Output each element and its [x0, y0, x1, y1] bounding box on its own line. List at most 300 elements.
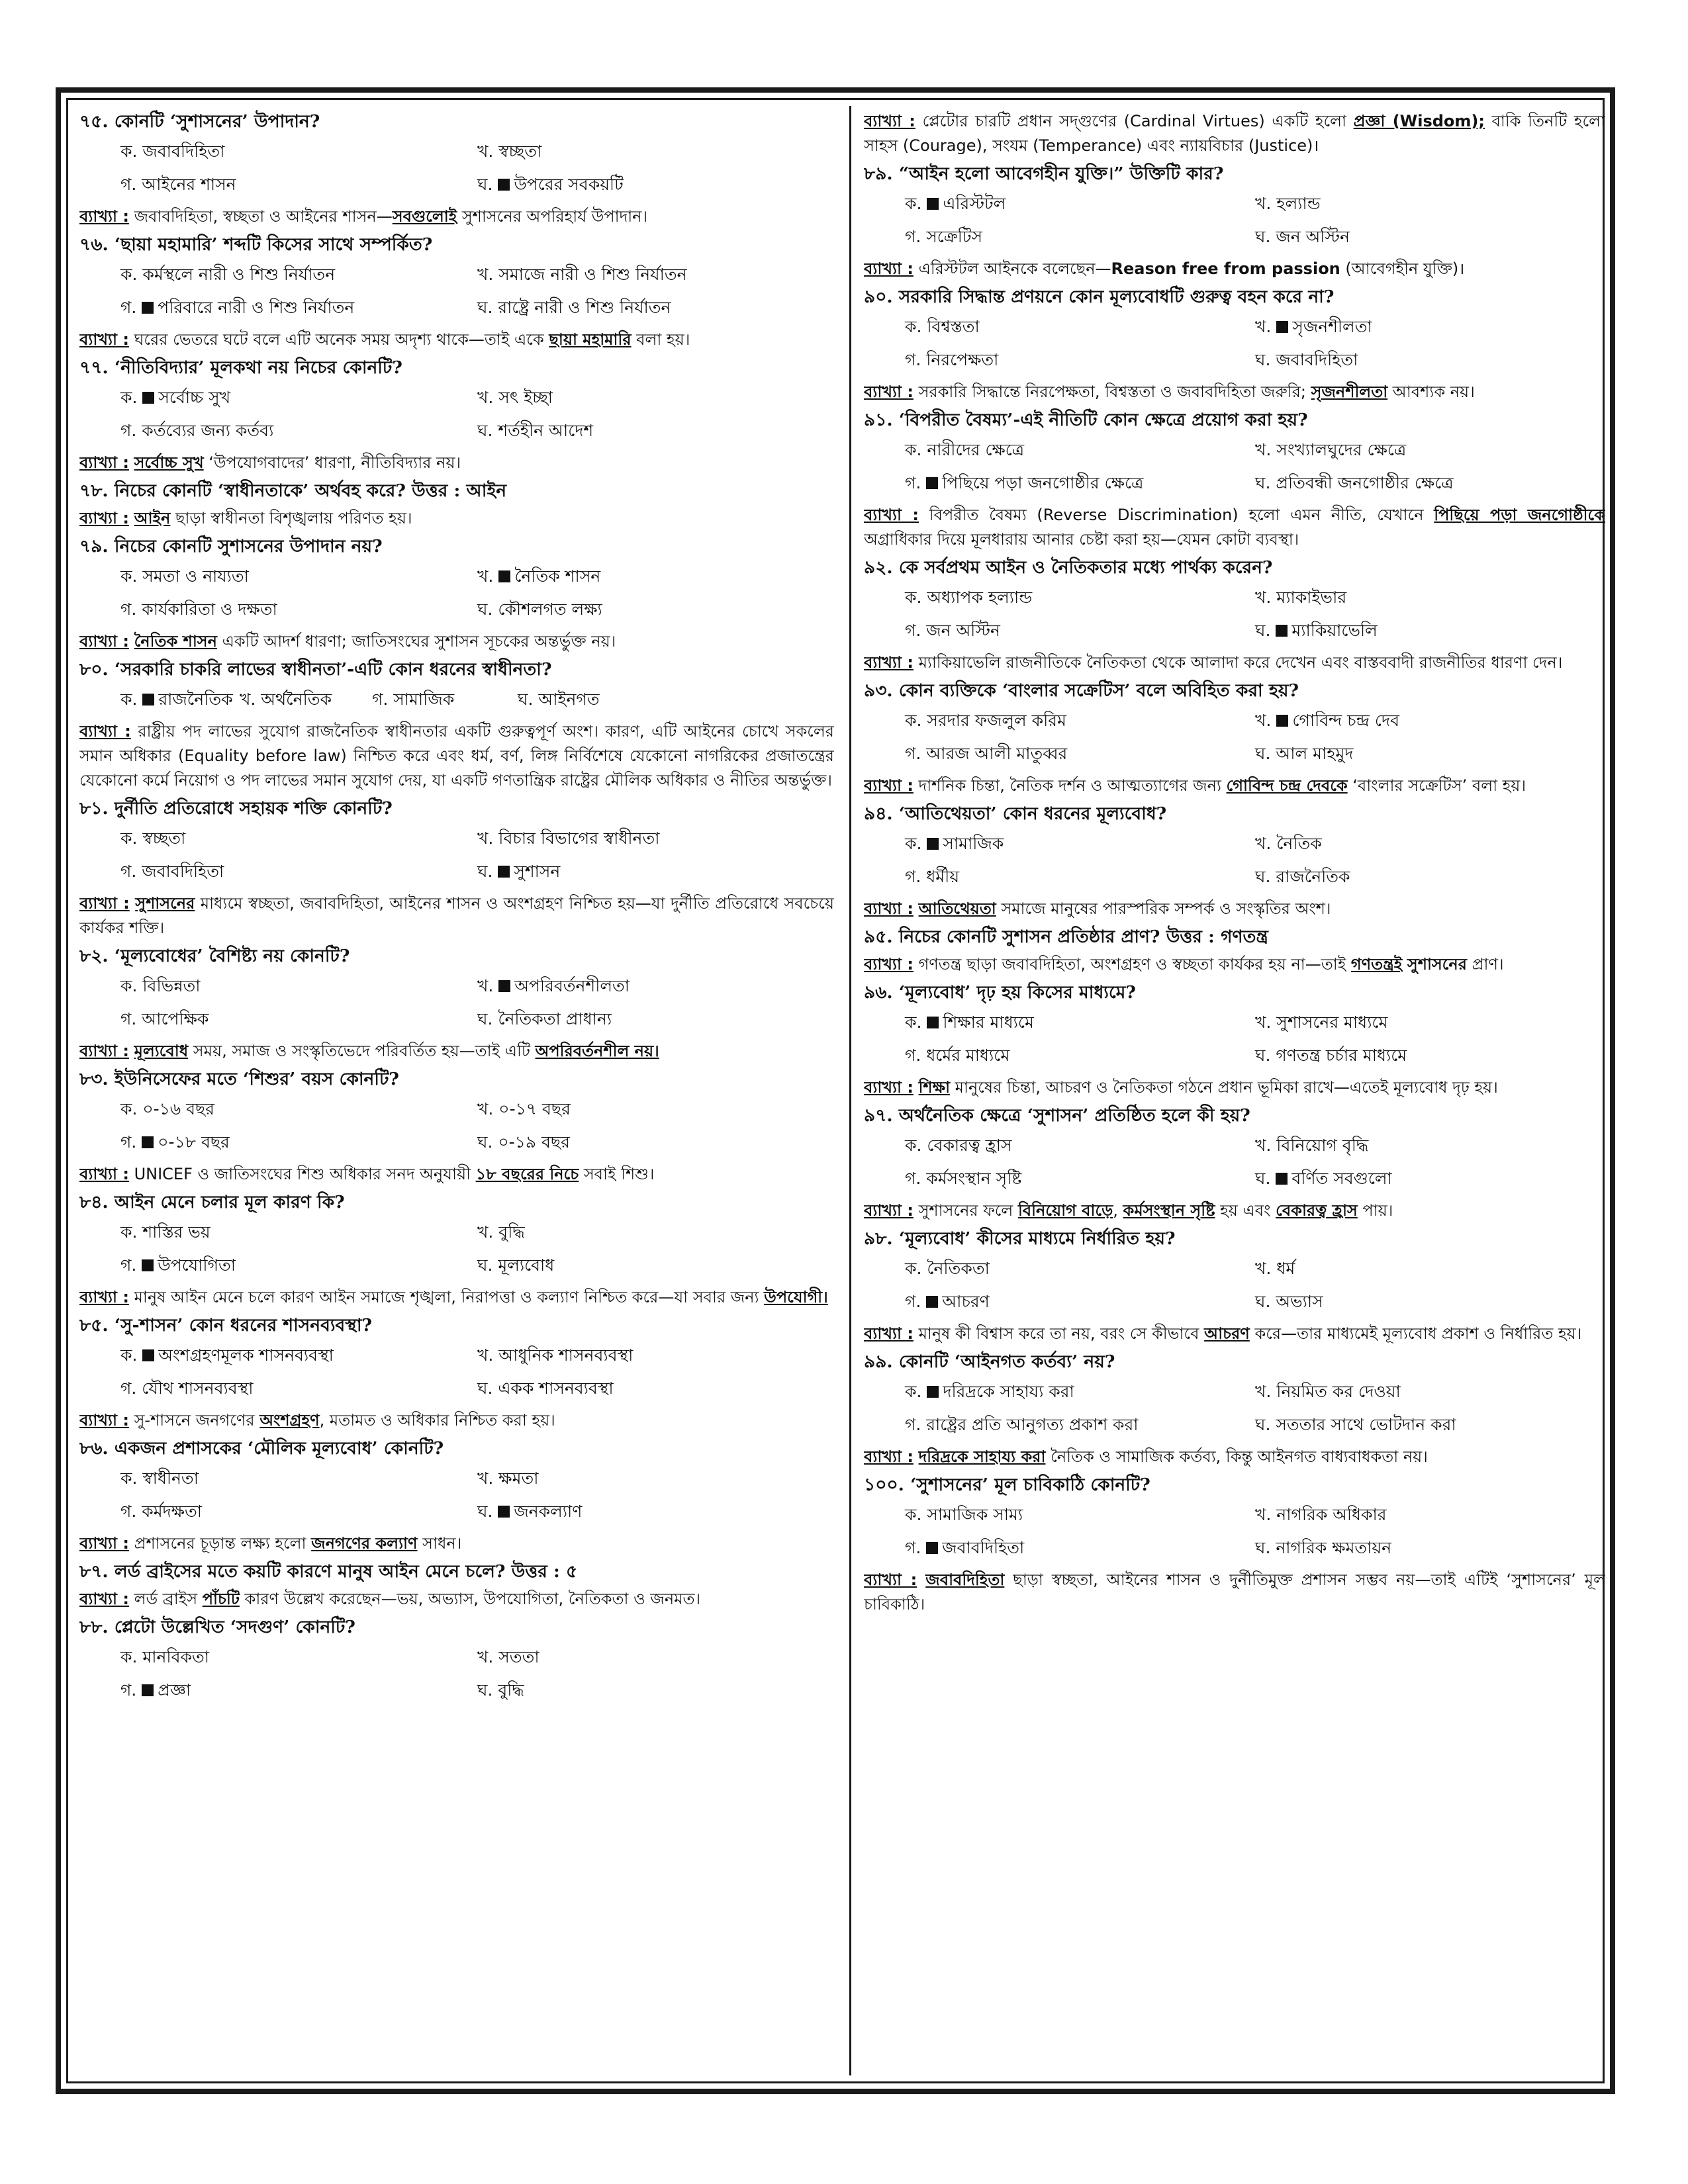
option-item[interactable]: [905, 1162, 1255, 1195]
option-item[interactable]: [477, 970, 834, 1003]
option-label: ক. বিশ্বস্ততা: [905, 317, 980, 336]
options-grid: [120, 970, 834, 1036]
highlight-term: সৃজনশীলতা: [1311, 383, 1388, 401]
option-letter: ঘ.: [1255, 1169, 1276, 1188]
option-item[interactable]: [477, 593, 834, 626]
question-stem: ৮৭. লর্ড ব্রাইসের মতে কয়টি কারণে মানুষ আইন মেনে চলে?: [79, 1561, 506, 1582]
explanation-label: ব্যাখ্যা :: [79, 1534, 129, 1553]
option-item[interactable]: [120, 258, 477, 291]
option-label: ঘ. নৈতিকতা প্রাধান্য: [477, 1009, 612, 1028]
question-stem: ৭৫. কোনটি ‘সুশাসনের’ উপাদান?: [79, 111, 320, 132]
option-item[interactable]: [120, 1462, 477, 1495]
option-label: পিছিয়ে পড়া জনগোষ্ঠীর ক্ষেত্রে: [942, 473, 1144, 492]
option-letter: ক.: [120, 690, 143, 709]
option-item[interactable]: [905, 1498, 1255, 1531]
explanation-text: মানুষ কী বিশ্বাস করে তা নয়, বরং সে কীভাবে: [918, 1324, 1205, 1343]
explanation-label: ব্যাখ্যা :: [864, 1570, 917, 1589]
option-item[interactable]: [905, 827, 1255, 860]
option-item[interactable]: [120, 1216, 477, 1249]
option-item[interactable]: [120, 970, 477, 1003]
highlight-term: মূল্যবোধ: [134, 1042, 189, 1060]
correct-answer-box-icon: [142, 1136, 154, 1148]
option-label: উপরের সবকয়টি: [514, 175, 624, 194]
explanation: [79, 1408, 834, 1433]
option-letter: ক.: [905, 1013, 927, 1032]
option-item[interactable]: [477, 135, 834, 168]
options-grid: [905, 187, 1605, 253]
question-stem: ৯৫. নিচের কোনটি সুশাসন প্রতিষ্ঠার প্রাণ?: [864, 927, 1160, 947]
answer-value: আইন: [466, 480, 507, 501]
option-item[interactable]: [1255, 1498, 1605, 1531]
correct-answer-box-icon: [142, 1684, 154, 1696]
option-label: খ. হল্যান্ড: [1255, 194, 1321, 213]
option-label: দরিদ্রকে সাহায্য করা: [943, 1382, 1074, 1401]
option-item[interactable]: [120, 1003, 477, 1036]
options-grid: [905, 310, 1605, 377]
options-grid: [905, 1375, 1605, 1441]
option-label: ঘ. কৌশলগত লক্ষ্য: [477, 600, 602, 619]
explanation-text: সুশাসনের অপরিহার্য উপাদান।: [457, 207, 648, 226]
option-item[interactable]: [1255, 860, 1605, 893]
explanation: [79, 506, 834, 531]
option-label: ক. স্বাধীনতা: [120, 1469, 199, 1488]
option-item[interactable]: [120, 168, 477, 201]
option-label: গ. কার্যকারিতা ও দক্ষতা: [120, 600, 277, 619]
answer-value: গণতন্ত্র: [1221, 927, 1268, 947]
option-item[interactable]: [1255, 220, 1605, 253]
highlight-term: বিনিয়োগ বাড়ে: [1017, 1201, 1113, 1220]
question-stem: ৯৯. কোনটি ‘আইনগত কর্তব্য’ নয়?: [864, 1351, 1115, 1372]
option-label: ক. শাস্তির ভয়: [120, 1222, 211, 1242]
option-item[interactable]: [1255, 1375, 1605, 1408]
option-label: ক. স্বচ্ছতা: [120, 829, 186, 848]
option-item[interactable]: [120, 291, 477, 324]
highlight-term: দরিদ্রকে সাহায্য করা: [918, 1447, 1046, 1466]
option-label: ঘ. একক শাসনব্যবস্থা: [477, 1379, 614, 1398]
explanation-text: সময়, সমাজ ও সংস্কৃতিভেদে পরিবর্তিত হয়—তাই এটি: [188, 1042, 536, 1060]
option-label: ক. কর্মস্থলে নারী ও শিশু নির্যাতন: [120, 265, 336, 284]
option-item[interactable]: [1255, 704, 1605, 737]
option-item[interactable]: [905, 433, 1255, 467]
question-stem: ৮২. ‘মূল্যবোধের’ বৈশিষ্ট্য নয় কোনটি?: [79, 946, 350, 966]
option-label: জবাবদিহিতা: [942, 1538, 1025, 1557]
option-label: গ. কর্তব্যের জন্য কর্তব্য: [120, 421, 274, 440]
explanation-text: সবাই শিশু।: [579, 1165, 655, 1183]
option-item[interactable]: [1255, 1252, 1605, 1285]
option-label: খ. সমাজে নারী ও শিশু নির্যাতন: [477, 265, 687, 284]
option-item[interactable]: [477, 822, 834, 855]
option-item[interactable]: [477, 1249, 834, 1282]
correct-answer-box-icon: [142, 694, 154, 705]
highlight-term: কর্মসংস্থান সৃষ্টি: [1123, 1201, 1215, 1220]
explanation: [864, 503, 1605, 552]
question-stem: ৮৯. “আইন হলো আবেগহীন যুক্তি।” উক্তিটি কার?: [864, 163, 1224, 184]
correct-answer-box-icon: [926, 1296, 938, 1308]
question-text: [864, 1226, 1605, 1251]
options-grid: [905, 1498, 1605, 1565]
option-letter: ক.: [905, 834, 927, 853]
option-item[interactable]: [477, 258, 834, 291]
explanation-label: ব্যাখ্যা :: [864, 899, 914, 918]
option-letter: খ.: [477, 976, 499, 995]
question-text: [79, 657, 834, 682]
option-label: গ. ধর্মীয়: [905, 867, 960, 886]
option-label: ক. বিভিন্নতা: [120, 976, 201, 995]
explanation: [864, 1322, 1605, 1346]
option-item[interactable]: [1255, 1162, 1605, 1195]
explanation-text: আবশ্যক নয়।: [1387, 383, 1475, 401]
option-item[interactable]: [1255, 1285, 1605, 1318]
option-label: ঘ. আইনগত: [518, 690, 600, 709]
correct-answer-box-icon: [926, 1542, 938, 1554]
option-item[interactable]: [1255, 467, 1605, 500]
option-item[interactable]: [905, 1285, 1255, 1318]
option-item[interactable]: [120, 855, 477, 888]
options-grid: [905, 1129, 1605, 1195]
option-item[interactable]: [1255, 1006, 1605, 1039]
explanation: [864, 380, 1605, 404]
option-item[interactable]: [1255, 827, 1605, 860]
question-text: [864, 555, 1605, 580]
explanation-text: বিপরীত বৈষম্য (Reverse Discrimination) হলো এমন নীতি, যেখানে: [929, 506, 1434, 524]
explanation-label: ব্যাখ্যা :: [864, 1324, 914, 1343]
option-label: ঘ. আল মাহমুদ: [1255, 744, 1354, 763]
explanation-label: ব্যাখ্যা :: [79, 722, 131, 741]
option-item[interactable]: [905, 737, 1255, 770]
option-item[interactable]: [120, 381, 477, 414]
option-label: ম্যাকিয়াভেলি: [1291, 621, 1378, 640]
correct-answer-box-icon: [927, 1017, 939, 1028]
option-label: ঘ. গণতন্ত্র চর্চার মাধ্যমে: [1255, 1046, 1407, 1065]
option-item[interactable]: [120, 1093, 477, 1126]
option-letter: গ.: [120, 1132, 142, 1152]
option-label: খ. ০-১৭ বছর: [477, 1099, 571, 1118]
option-item[interactable]: [1255, 343, 1605, 377]
option-item[interactable]: [477, 1674, 834, 1707]
option-item[interactable]: [905, 614, 1255, 647]
explanation-text: রাষ্ট্রীয় পদ লাভের সুযোগ রাজনৈতিক স্বাধীনতার একটি গুরুত্বপূর্ণ অংশ। কারণ, এটি আইনের চোখে সকলের সমান অধিকার (Equality before law) নিশ্চিত করে এবং ধর্ম, বর্ণ, লিঙ্গ নির্বিশেষে যেকোনো নাগরিকের প্রজাতন্ত্রের যেকোনো কর্মে নিয়োগ ও পদ লাভের সমান সুযোগ দেয়, যা একটি গণতান্ত্রিক রাষ্ট্রের মৌলিক অধিকার ও নীতির অন্তর্ভুক্ত।: [79, 722, 834, 790]
option-item[interactable]: [120, 593, 477, 626]
explanation-text: বলা হয়।: [631, 330, 690, 349]
explanation-text: , মতামত ও অধিকার নিশ্চিত করা হয়।: [319, 1411, 555, 1430]
option-label: ঘ. মূল্যবোধ: [477, 1255, 555, 1275]
explanation-label: ব্যাখ্যা :: [79, 1288, 129, 1306]
option-item[interactable]: [905, 187, 1255, 220]
question-text: [79, 534, 834, 559]
explanation-text: গণতন্ত্র ছাড়া জবাবদিহিতা, অংশগ্রহণ ও স্বচ্ছতা কার্যকর হয় না—তাই: [918, 955, 1351, 974]
explanation-label: ব্যাখ্যা :: [864, 955, 914, 974]
option-item[interactable]: [477, 1372, 834, 1405]
explanation: [864, 897, 1605, 921]
option-label: ক. নৈতিকতা: [905, 1259, 990, 1278]
option-label: গ. আরজ আলী মাতুব্বর: [905, 744, 1068, 763]
option-item[interactable]: [1255, 581, 1605, 614]
explanation-text: হয় এবং: [1215, 1201, 1276, 1220]
correct-answer-box-icon: [926, 477, 938, 489]
option-item[interactable]: [1255, 310, 1605, 343]
option-item[interactable]: [905, 220, 1255, 253]
option-label: ঘ. সততার সাথে ভোটদান করা: [1255, 1415, 1456, 1434]
option-letter: ক.: [120, 388, 143, 407]
option-label: সামাজিক: [943, 834, 1004, 853]
option-item[interactable]: [120, 1126, 477, 1159]
explanation: [864, 1075, 1605, 1100]
option-label: ঘ. ০-১৯ বছর: [477, 1132, 570, 1152]
options-grid: [120, 1641, 834, 1707]
explanation: [864, 651, 1605, 675]
question-stem: ৮৮. প্লেটো উল্লেখিত ‘সদগুণ’ কোনটি?: [79, 1617, 355, 1637]
explanation: [864, 1445, 1605, 1469]
option-label: খ. নিয়মিত কর দেওয়া: [1255, 1382, 1401, 1401]
option-label: খ. ধর্ম: [1255, 1259, 1295, 1278]
options-grid: [120, 683, 834, 716]
explanation: [79, 451, 834, 475]
option-item[interactable]: [905, 860, 1255, 893]
option-label: উপযোগিতা: [158, 1255, 236, 1275]
option-item[interactable]: [1255, 737, 1605, 770]
question-text: [864, 1349, 1605, 1374]
option-label: গ. যৌথ শাসনব্যবস্থা: [120, 1379, 254, 1398]
option-letter: ঘ.: [477, 862, 498, 881]
option-label: খ. বুদ্ধি: [477, 1222, 525, 1242]
options-grid: [120, 258, 834, 324]
option-label: খ. সুশাসনের মাধ্যমে: [1255, 1013, 1388, 1032]
option-item[interactable]: [120, 1372, 477, 1405]
option-item[interactable]: [1255, 1531, 1605, 1565]
explanation: [79, 719, 834, 793]
explanation-text: UNICEF ও জাতিসংঘের শিশু অধিকার সনদ অনুযায়ী: [134, 1165, 476, 1183]
question-stem: ৭৯. নিচের কোনটি সুশাসনের উপাদান নয়?: [79, 536, 383, 557]
option-label: গ. সক্রেটিস: [905, 227, 983, 246]
explanation-label: ব্যাখ্যা :: [79, 509, 129, 527]
correct-answer-box-icon: [1276, 715, 1288, 727]
option-label: ক. নারীদের ক্ষেত্রে: [905, 440, 1025, 459]
explanation-text: ছাড়া স্বাধীনতা বিশৃঙ্খলায় পরিণত হয়।: [170, 509, 412, 527]
explanation-text: প্রশাসনের চূড়ান্ত লক্ষ্য হলো: [134, 1534, 312, 1553]
highlight-term: অপরিবর্তনশীল নয়।: [535, 1042, 659, 1060]
option-item[interactable]: [120, 1495, 477, 1528]
option-item[interactable]: [120, 1641, 477, 1674]
option-label: অপরিবর্তনশীলতা: [514, 976, 630, 995]
explanation-text: কারণ উল্লেখ করেছেন—ভয়, অভ্যাস, উপযোগিতা, নৈতিকতা ও জনমত।: [239, 1590, 701, 1608]
question-text: [864, 678, 1605, 703]
explanation-text: একটি আদর্শ ধারণা; জাতিসংঘের সুশাসন সূচকের অন্তর্ভুক্ত নয়।: [216, 632, 616, 651]
option-item[interactable]: [477, 1495, 834, 1528]
option-item[interactable]: [477, 560, 834, 593]
option-item[interactable]: [477, 1003, 834, 1036]
option-label: খ. ক্ষমতা: [477, 1469, 539, 1488]
option-item[interactable]: [120, 1249, 477, 1282]
option-label: খ. সৎ ইচ্ছা: [477, 388, 553, 407]
explanation: [79, 1162, 834, 1187]
explanation-text: সু-শাসনে জনগণের: [134, 1411, 260, 1430]
question-text: [864, 1103, 1605, 1128]
option-label: ঘ. বুদ্ধি: [477, 1680, 524, 1700]
option-label: সুশাসন: [514, 862, 561, 881]
option-letter: গ.: [120, 1255, 142, 1275]
option-item[interactable]: [1255, 187, 1605, 220]
option-label: খ. বিনিয়োগ বৃদ্ধি: [1255, 1136, 1369, 1155]
correct-answer-box-icon: [142, 302, 154, 314]
option-item[interactable]: [240, 683, 372, 716]
question-stem: ৯৪. ‘আতিথেয়তা’ কোন ধরনের মূল্যবোধ?: [864, 803, 1167, 824]
option-label: সর্বোচ্চ সুখ: [158, 388, 231, 407]
question-stem: ৮৫. ‘সু-শাসন’ কোন ধরনের শাসনব্যবস্থা?: [79, 1315, 373, 1336]
highlight-term: বেকারত্ব হ্রাস: [1276, 1201, 1358, 1220]
option-item[interactable]: [477, 1462, 834, 1495]
option-letter: খ.: [1255, 711, 1277, 730]
option-item[interactable]: [905, 1252, 1255, 1285]
question-text: [864, 285, 1605, 309]
option-item[interactable]: [477, 1216, 834, 1249]
explanation-label: ব্যাখ্যা :: [864, 653, 914, 672]
option-label: ক. বেকারত্ব হ্রাস: [905, 1136, 1012, 1155]
option-item[interactable]: [905, 1006, 1255, 1039]
question-text: [864, 1473, 1605, 1497]
option-item[interactable]: [905, 1039, 1255, 1072]
answer-value: ৫: [566, 1561, 578, 1582]
highlight-term: অংশগ্রহণ: [259, 1411, 320, 1430]
correct-answer-box-icon: [1276, 321, 1288, 333]
option-label: ০-১৮ বছর: [158, 1132, 230, 1152]
question-text: [79, 1559, 834, 1584]
explanation-text: মানুষের চিন্তা, আচরণ ও নৈতিকতা গঠনে প্রধান ভূমিকা রাখে—এতেই মূল্যবোধ দৃঢ় হয়।: [950, 1078, 1498, 1097]
option-item[interactable]: [477, 291, 834, 324]
explanation: [79, 629, 834, 654]
options-grid: [120, 1093, 834, 1159]
option-label: অংশগ্রহণমূলক শাসনব্যবস্থা: [158, 1345, 334, 1365]
options-grid: [120, 381, 834, 447]
option-item[interactable]: [477, 1641, 834, 1674]
option-item[interactable]: [477, 1126, 834, 1159]
question-text: [79, 109, 834, 134]
option-label: খ. ম্যাকাইভার: [1255, 588, 1347, 607]
option-item[interactable]: [905, 581, 1255, 614]
option-item[interactable]: [477, 168, 834, 201]
option-item[interactable]: [518, 683, 663, 716]
explanation: [864, 1199, 1605, 1223]
explanation-label: ব্যাখ্যা :: [864, 1201, 914, 1220]
option-item[interactable]: [477, 1339, 834, 1372]
option-item[interactable]: [120, 414, 477, 447]
options-grid: [120, 822, 834, 888]
explanation-text: ‘বাংলার সক্রেটিস’ বলা হয়।: [1347, 776, 1526, 795]
highlight-term: ছায়া মহামারি: [549, 330, 632, 349]
explanation-label: ব্যাখ্যা :: [79, 1042, 129, 1060]
right-column: [864, 106, 1605, 2071]
explanation-text: নৈতিক ও সামাজিক কর্তব্য, কিন্তু আইনগত বাধ্যবাধকতা নয়।: [1045, 1447, 1428, 1466]
column-divider: [849, 106, 851, 2075]
option-label: জনকল্যাণ: [514, 1502, 583, 1521]
answer-label: উত্তর :: [511, 1561, 560, 1582]
option-item[interactable]: [905, 343, 1255, 377]
option-item[interactable]: [120, 1339, 477, 1372]
option-item[interactable]: [120, 135, 477, 168]
option-item[interactable]: [1255, 1039, 1605, 1072]
option-item[interactable]: [905, 1408, 1255, 1441]
highlight-term: আচরণ: [1204, 1324, 1250, 1343]
option-item[interactable]: [1255, 1408, 1605, 1441]
option-item[interactable]: [905, 1129, 1255, 1162]
explanation-text: সমাজে মানুষের পারস্পরিক সম্পর্ক ও সংস্কৃতির অংশ।: [996, 899, 1331, 918]
explanation-text: এরিস্টটল আইনকে বলেছেন—: [918, 259, 1111, 278]
option-letter: ক.: [120, 1345, 143, 1365]
option-label: গ. কর্মদক্ষতা: [120, 1502, 203, 1521]
question-stem: ৭৬. ‘ছায়া মহামারি’ শব্দটি কিসের সাথে সম্পর্কিত?: [79, 234, 433, 255]
option-item[interactable]: [905, 467, 1255, 500]
highlight-term: ১৮ বছরের নিচে: [475, 1165, 579, 1183]
option-label: গ. জন অস্টিন: [905, 621, 1000, 640]
explanation-text: মানুষ আইন মেনে চলে কারণ আইন সমাজে শৃঙ্খলা, নিরাপত্তা ও কল্যাণ নিশ্চিত করে—যা সবার জন্য: [134, 1288, 765, 1306]
option-label: ক. সামাজিক সাম্য: [905, 1505, 1023, 1524]
option-item[interactable]: [1255, 1129, 1605, 1162]
option-item[interactable]: [905, 704, 1255, 737]
option-item[interactable]: [120, 560, 477, 593]
explanation-label: ব্যাখ্যা :: [79, 330, 129, 349]
correct-answer-box-icon: [142, 1259, 154, 1271]
explanation-text: (আবেগহীন যুক্তি)।: [1340, 259, 1465, 278]
question-stem: ৮৩. ইউনিসেফের মতে ‘শিশুর’ বয়স কোনটি?: [79, 1069, 399, 1089]
highlight-term: সর্বোচ্চ সুখ: [134, 453, 204, 472]
option-item[interactable]: [372, 683, 518, 716]
explanation-label: ব্যাখ্যা :: [864, 112, 915, 130]
question-text: [79, 232, 834, 257]
option-item[interactable]: [905, 1375, 1255, 1408]
option-item[interactable]: [905, 310, 1255, 343]
option-item[interactable]: [120, 683, 240, 716]
question-stem: ৮৬. একজন প্রশাসকের ‘মৌলিক মূল্যবোধ’ কোনটি?: [79, 1438, 444, 1459]
option-letter: গ.: [120, 1680, 142, 1700]
option-label: খ. স্বচ্ছতা: [477, 142, 542, 161]
options-grid: [905, 827, 1605, 893]
option-label: গ. রাষ্ট্রের প্রতি আনুগত্য প্রকাশ করা: [905, 1415, 1139, 1434]
correct-answer-box-icon: [498, 1506, 510, 1518]
explanation: [864, 1568, 1605, 1617]
option-label: গোবিন্দ চন্দ্র দেব: [1292, 711, 1400, 730]
explanation-label: ব্যাখ্যা :: [864, 776, 914, 795]
correct-answer-box-icon: [498, 980, 510, 992]
option-item[interactable]: [477, 855, 834, 888]
options-grid: [905, 433, 1605, 500]
highlight-term: সবগুলোই: [392, 207, 457, 226]
option-letter: ক.: [905, 194, 927, 213]
highlight-term: পিছিয়ে পড়া জনগোষ্ঠীকে: [1434, 506, 1605, 524]
option-item[interactable]: [1255, 614, 1605, 647]
explanation-text: ,: [1113, 1201, 1123, 1220]
option-label: আচরণ: [942, 1292, 990, 1311]
option-item[interactable]: [905, 1531, 1255, 1565]
option-item[interactable]: [1255, 433, 1605, 467]
explanation-text: Reason free from passion: [1111, 259, 1340, 278]
question-stem: ৯৬. ‘মূল্যবোধ’ দৃঢ় হয় কিসের মাধ্যমে?: [864, 982, 1136, 1003]
question-stem: ৯৭. অর্থনৈতিক ক্ষেত্রে ‘সুশাসন’ প্রতিষ্ঠিত হলে কী হয়?: [864, 1105, 1250, 1126]
question-stem: ৯২. কে সর্বপ্রথম আইন ও নৈতিকতার মধ্যে পার্থক্য করেন?: [864, 557, 1273, 578]
option-item[interactable]: [477, 414, 834, 447]
option-item[interactable]: [477, 1093, 834, 1126]
explanation-text: জবাবদিহিতা, স্বচ্ছতা ও আইনের শাসন—: [134, 207, 393, 226]
option-label: ক. সরদার ফজলুল করিম: [905, 711, 1066, 730]
option-letter: ঘ.: [477, 1502, 498, 1521]
highlight-term: জবাবদিহিতা: [925, 1570, 1005, 1589]
explanation-label: ব্যাখ্যা :: [79, 207, 129, 226]
option-item[interactable]: [120, 822, 477, 855]
correct-answer-box-icon: [1276, 1173, 1288, 1185]
option-item[interactable]: [120, 1674, 477, 1707]
question-text: [864, 980, 1605, 1005]
option-item[interactable]: [477, 381, 834, 414]
highlight-term: নৈতিক শাসন: [134, 632, 217, 651]
options-grid: [120, 560, 834, 626]
